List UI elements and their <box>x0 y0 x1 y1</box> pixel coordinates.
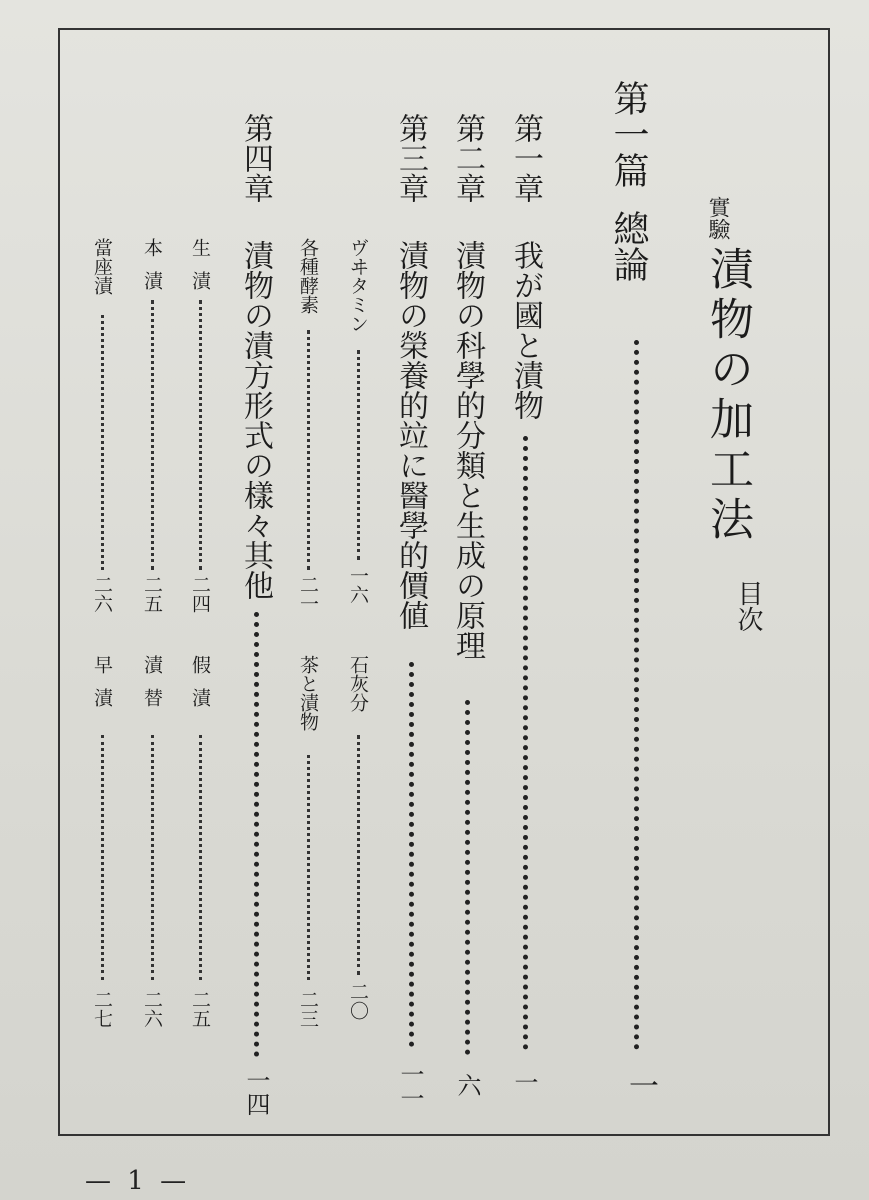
section-temporary-pickling: 假漬 <box>189 655 211 721</box>
chapter-4-page: 一四 <box>242 1068 270 1116</box>
chapter-1-label: 第一章 <box>508 113 543 203</box>
section-main-pickling-leader <box>151 300 154 570</box>
section-short-term-pickling-leader <box>101 315 104 570</box>
chapter-3-page: 一一 <box>396 1062 424 1110</box>
section-lime: 石灰分 <box>347 655 369 712</box>
chapter-4-title: 漬物の漬方形式の樣々其他 <box>238 240 273 600</box>
section-lime-leader <box>357 735 360 975</box>
table-of-contents-frame <box>58 28 830 1136</box>
section-quick-pickling-page: 二七 <box>91 990 113 1028</box>
section-raw-pickling: 生漬 <box>189 238 211 304</box>
section-tea-page: 二三 <box>297 990 319 1028</box>
chapter-1-title: 我が國と漬物 <box>508 240 543 420</box>
section-enzymes-page: 二一 <box>297 575 319 613</box>
part-page-number: 一 <box>623 1070 658 1100</box>
section-raw-pickling-leader <box>199 300 202 570</box>
book-title: 漬物の加工法 <box>702 246 753 546</box>
chapter-2-leader-dots <box>465 700 470 1055</box>
section-tea: 茶と漬物 <box>297 655 319 731</box>
title-prefix: 實驗 <box>705 196 730 240</box>
page-number-footer: — 1 — <box>85 1166 191 1196</box>
section-quick-pickling-leader <box>101 735 104 980</box>
section-repickling-leader <box>151 735 154 980</box>
chapter-1-page: 一 <box>510 1070 538 1094</box>
part-label: 第一篇 <box>608 80 649 188</box>
section-vitamin: ヴヰタミン <box>347 238 369 333</box>
chapter-4-leader-dots <box>254 612 259 1057</box>
section-enzymes-leader <box>307 330 310 570</box>
part-name: 總論 <box>608 210 649 282</box>
chapter-2-label: 第二章 <box>450 113 485 203</box>
chapter-3-title: 漬物の榮養的竝に醫學的價値 <box>393 240 428 630</box>
section-vitamin-leader <box>357 350 360 560</box>
section-tea-leader <box>307 755 310 980</box>
contents-label: 目次 <box>733 580 763 632</box>
section-vitamin-page: 一六 <box>347 566 369 604</box>
chapter-3-label: 第三章 <box>393 113 428 203</box>
section-main-pickling: 本漬 <box>141 238 163 304</box>
section-quick-pickling: 早漬 <box>91 655 113 721</box>
chapter-2-page: 六 <box>453 1073 481 1097</box>
section-short-term-pickling: 當座漬 <box>91 238 113 295</box>
chapter-4-label: 第四章 <box>238 113 273 203</box>
section-enzymes: 各種酵素 <box>297 238 319 314</box>
chapter-1-leader-dots <box>523 436 528 1050</box>
section-lime-page: 二〇 <box>347 982 369 1020</box>
section-main-pickling-page: 二五 <box>141 575 163 613</box>
section-repickling-page: 二六 <box>141 990 163 1028</box>
part-leader-dots <box>634 340 639 1050</box>
section-repickling: 漬替 <box>141 655 163 721</box>
chapter-2-title: 漬物の科學的分類と生成の原理 <box>450 240 485 660</box>
section-raw-pickling-page: 二四 <box>189 575 211 613</box>
section-short-term-pickling-page: 二六 <box>91 575 113 613</box>
section-temporary-pickling-leader <box>199 735 202 980</box>
chapter-3-leader-dots <box>409 662 414 1047</box>
section-temporary-pickling-page: 二五 <box>189 990 211 1028</box>
